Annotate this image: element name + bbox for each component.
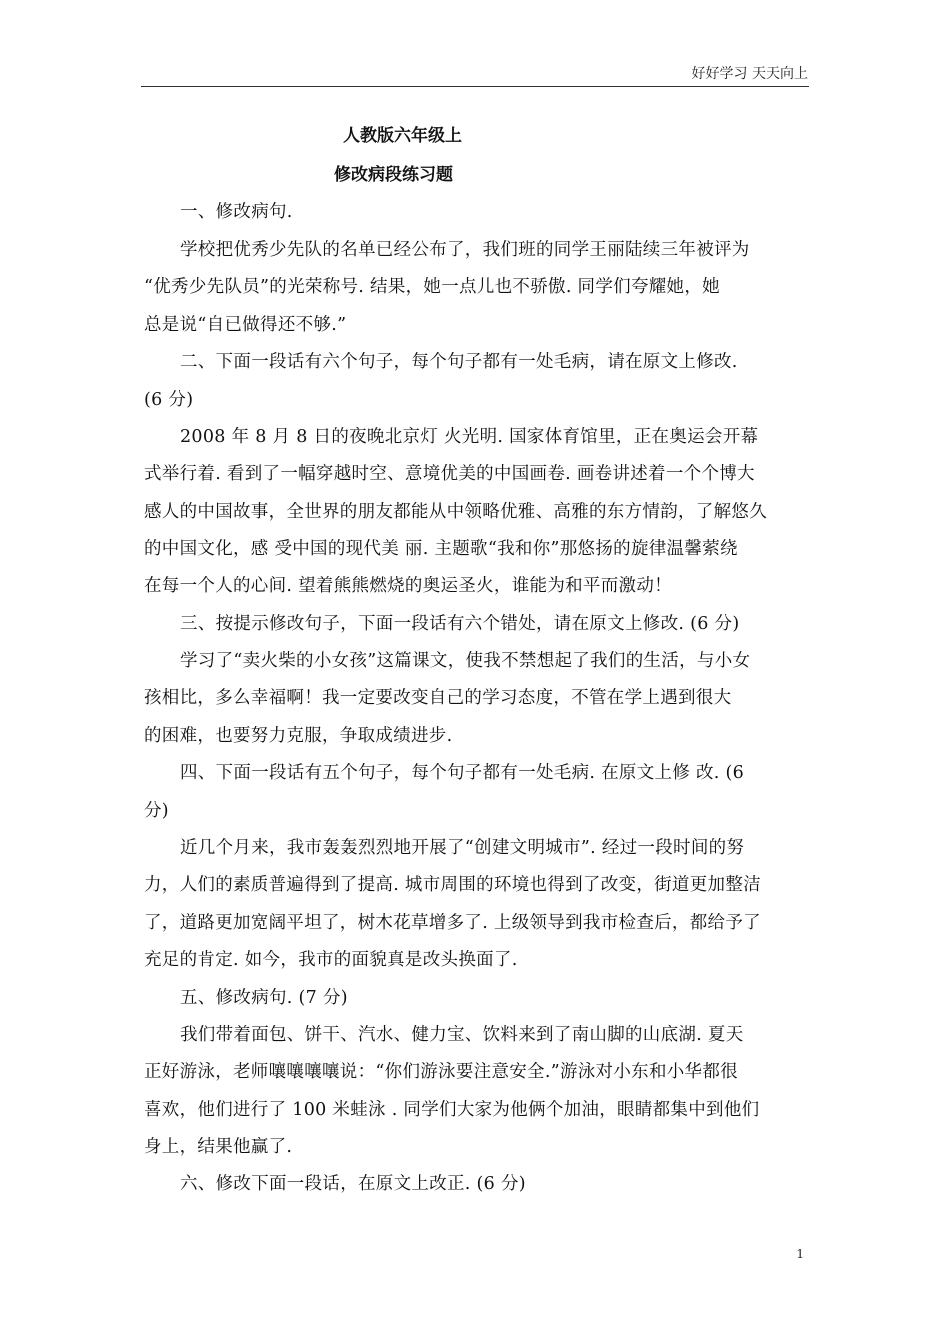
paragraph-line: 了，道路更加宽阔平坦了，树木花草增多了. 上级领导到我市检查后，都给予了	[144, 913, 761, 933]
paragraph-line: 正好游泳，老师嚷嚷嚷嚷说：“你们游泳要注意安全.”游泳对小东和小华都很	[144, 1062, 738, 1082]
paragraph-line: 2008 年 8 月 8 日的夜晚北京灯 火光明. 国家体育馆里，正在奥运会开幕	[180, 427, 759, 447]
paragraph-line: 学校把优秀少先队的名单已经公布了，我们班的同学王丽陆续三年被评为	[180, 240, 750, 260]
paragraph-line: 身上，结果他赢了.	[144, 1137, 293, 1157]
paragraph-line: 感人的中国故事，全世界的朋友都能从中领略优雅、高雅的东方情韵，了解悠久	[144, 502, 767, 522]
paragraph-line: 总是说“自已做得还不够.”	[144, 315, 347, 335]
paragraph-line: 在每一个人的心间. 望着熊熊燃烧的奥运圣火，谁能为和平而激动！	[144, 576, 672, 596]
section-5-heading: 五、修改病句. (7 分)	[180, 988, 348, 1008]
document-title: 人教版六年级上	[343, 126, 462, 146]
header-divider	[141, 86, 809, 87]
paragraph-line: 喜欢，他们进行了 100 米蛙泳 . 同学们大家为他俩个加油，眼睛都集中到他们	[144, 1100, 760, 1120]
section-6-heading: 六、修改下面一段话，在原文上改正. (6 分)	[180, 1174, 526, 1194]
paragraph-line: 我们带着面包、饼干、汽水、健力宝、饮料来到了南山脚的山底湖. 夏天	[180, 1025, 744, 1045]
paragraph-line: 学习了“卖火柴的小女孩”这篇课文，使我不禁想起了我们的生活，与小女	[180, 651, 751, 671]
section-2-heading: 二、下面一段话有六个句子，每个句子都有一处毛病，请在原文上修改.	[180, 352, 738, 372]
paragraph-line: 式举行着. 看到了一幅穿越时空、意境优美的中国画卷. 画卷讲述着一个个博大	[144, 464, 755, 484]
document-subtitle: 修改病段练习题	[334, 165, 453, 185]
paragraph-line: 的困难，也要努力克服，争取成绩进步.	[144, 726, 453, 746]
section-2-score: (6 分)	[144, 390, 194, 410]
paragraph-line: 近几个月来，我市轰轰烈烈地开展了“创建文明城市”. 经过一段时间的努	[180, 838, 745, 858]
section-4-score: 分)	[144, 801, 169, 821]
paragraph-line: “优秀少先队员”的光荣称号. 结果，她一点儿也不骄傲. 同学们夸耀她，她	[144, 277, 720, 297]
paragraph-line: 孩相比，多么幸福啊！我一定要改变自己的学习态度，不管在学上遇到很大	[144, 688, 732, 708]
paragraph-line: 充足的肯定. 如今，我市的面貌真是改头换面了.	[144, 950, 518, 970]
page-number: 1	[796, 1247, 804, 1261]
paragraph-line: 力，人们的素质普遍得到了提高. 城市周围的环境也得到了改变，街道更加整洁	[144, 875, 761, 895]
section-1-heading: 一、修改病句.	[180, 202, 293, 222]
header-motto: 好好学习 天天向上	[691, 66, 808, 82]
section-3-heading: 三、按提示修改句子，下面一段话有六个错处，请在原文上修改. (6 分)	[180, 614, 740, 634]
section-4-heading: 四、下面一段话有五个句子，每个句子都有一处毛病. 在原文上修 改. (6	[180, 763, 745, 783]
paragraph-line: 的中国文化，感 受中国的现代美 丽. 主题歌“我和你”那悠扬的旋律温馨萦绕	[144, 539, 738, 559]
